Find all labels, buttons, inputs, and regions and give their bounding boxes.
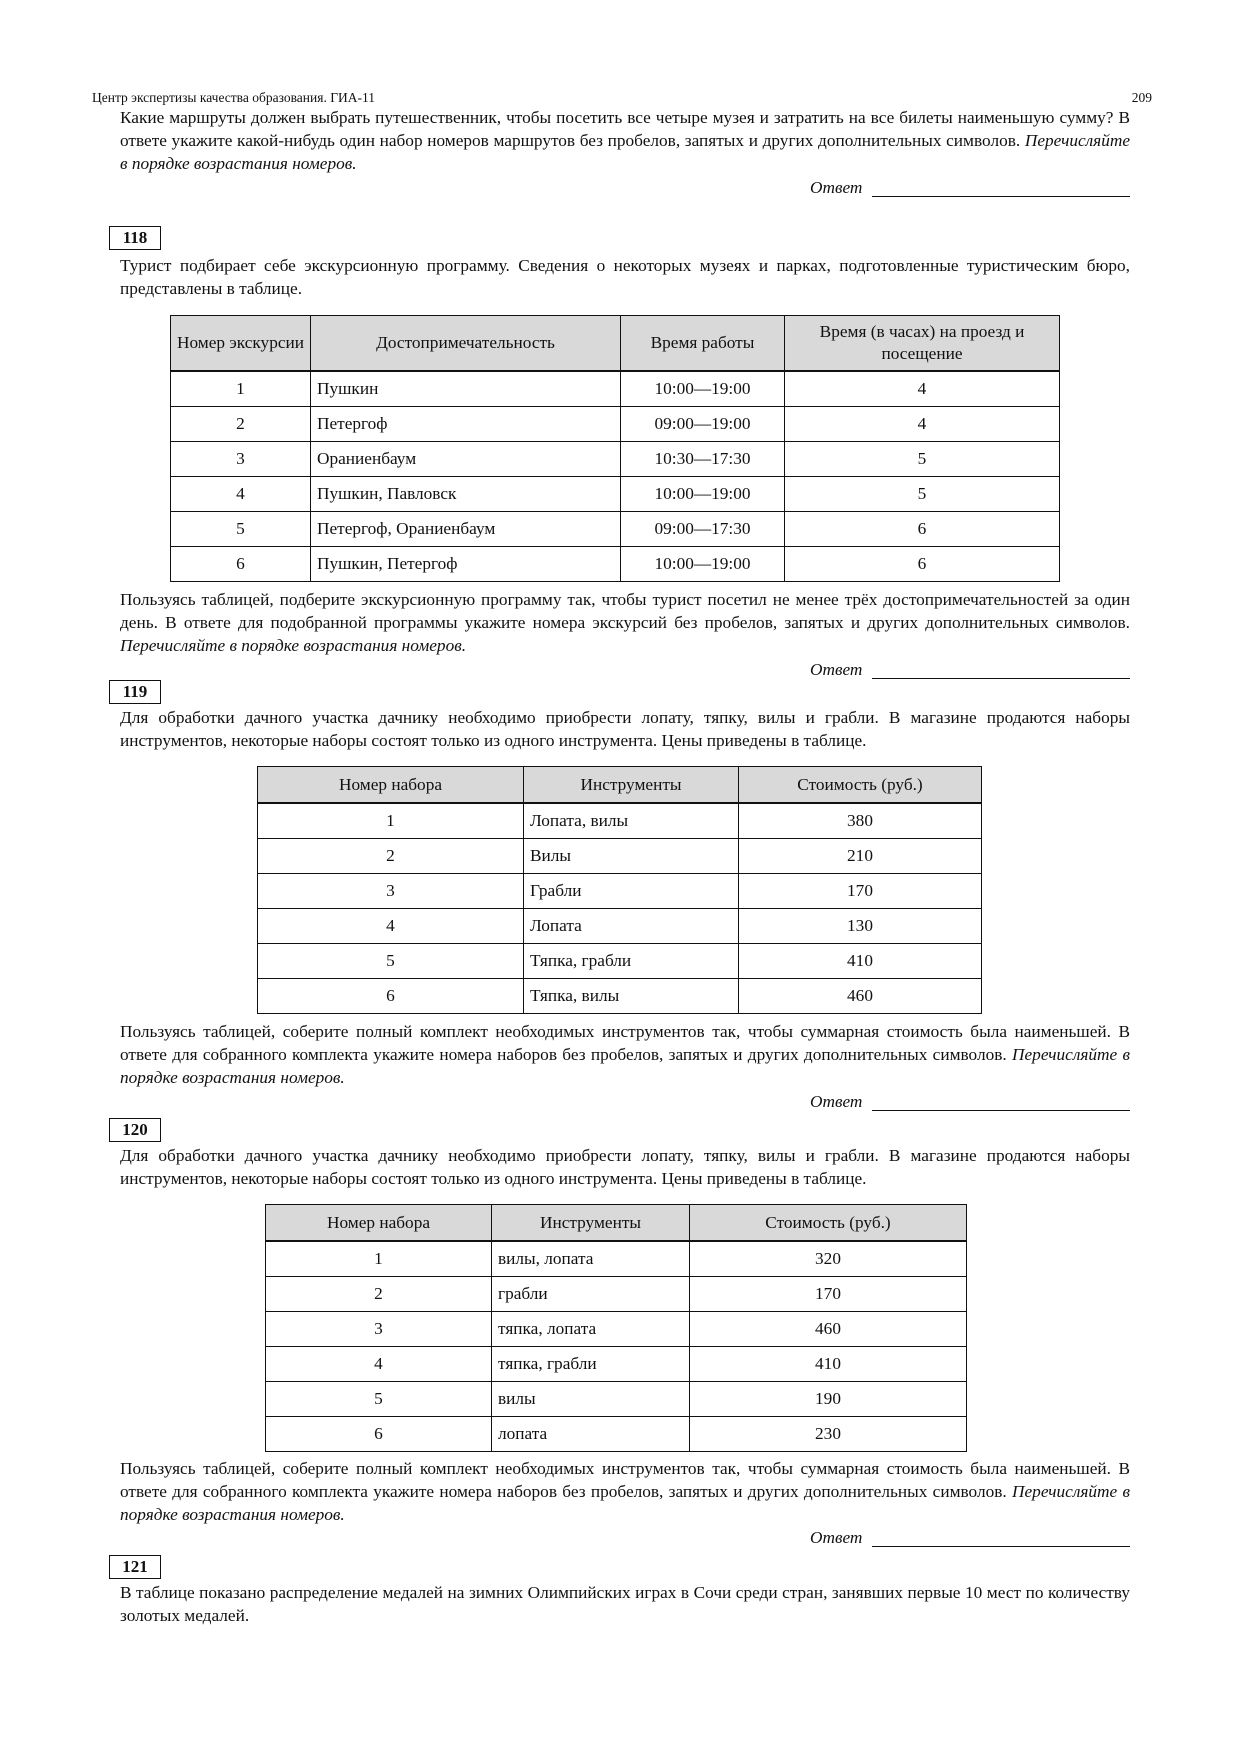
table-cell: 6 (785, 512, 1060, 547)
italic-note: Перечисляйте в порядке возрастания номеров. (120, 636, 467, 655)
table-row (266, 1241, 967, 1277)
table-row (258, 909, 982, 944)
table-cell: Лопата, вилы (524, 803, 739, 839)
table-cell: 170 (739, 874, 982, 909)
table-cell: 320 (690, 1241, 967, 1277)
table-cell: грабли (492, 1277, 690, 1312)
col-header: Инструменты (492, 1205, 690, 1242)
task120-text: Для обработки дачного участка дачнику необходимо приобрести лопату, тяпку, вилы и грабли. В магазине продаются наборы инструментов, некоторые наборы состоят только из одного инструмента. Цены приведены в таблице. (120, 1146, 1130, 1188)
table-cell: 380 (739, 803, 982, 839)
answer-label: Ответ (810, 660, 863, 679)
table-cell: 3 (266, 1312, 492, 1347)
excursion-table (170, 315, 1060, 582)
table-cell: 4 (785, 407, 1060, 442)
table-row (171, 371, 1060, 407)
table-cell: 4 (258, 909, 524, 944)
table-row (258, 874, 982, 909)
table-cell: 5 (785, 442, 1060, 477)
table-cell: Лопата (524, 909, 739, 944)
table-cell: 3 (258, 874, 524, 909)
header-title: Центр экспертизы качества образования. ГИА-11 (92, 90, 375, 105)
task-number-121: 121 (109, 1555, 161, 1579)
question-text: Пользуясь таблицей, соберите полный комплект необходимых инструментов так, чтобы суммарная стоимость была наименьшей. В ответе для собранного комплекта укажите номера наборов без пробелов, запятых и других дополнительных символов. (120, 1022, 1130, 1064)
answer-label: Ответ (810, 178, 863, 197)
task121-text: В таблице показано распределение медалей на зимних Олимпийских играх в Сочи среди стран, занявших первые 10 мест по количеству золотых медалей. (120, 1583, 1130, 1625)
table-cell: 6 (258, 979, 524, 1014)
task118-question (120, 588, 1130, 657)
col-header: Достопримечательность (311, 316, 621, 372)
col-header: Номер набора (266, 1205, 492, 1242)
task118-text: Турист подбирает себе экскурсионную программу. Сведения о некоторых музеях и парках, подготовленные туристическим бюро, представлены в таблице. (120, 256, 1130, 298)
intro-text: Какие маршруты должен выбрать путешественник, чтобы посетить все четыре музея и затратить на все билеты наименьшую сумму? В ответе укажите какой-нибудь один набор номеров маршрутов без пробелов, запятых и других дополнительных символов. (120, 108, 1130, 150)
italic-note: Перечисляйте в порядке возрастания номеров. (120, 1482, 1130, 1524)
col-header: Время работы (621, 316, 785, 372)
table-cell: Пушкин (311, 371, 621, 407)
page-number: 209 (1131, 90, 1152, 105)
table-cell: 09:00—17:30 (621, 512, 785, 547)
table-cell: 6 (171, 547, 311, 582)
table-row (171, 407, 1060, 442)
table-cell: 1 (171, 371, 311, 407)
answer-line (872, 678, 1130, 679)
table-cell: 5 (258, 944, 524, 979)
task119-text: Для обработки дачного участка дачнику необходимо приобрести лопату, тяпку, вилы и грабли. В магазине продаются наборы инструментов, некоторые наборы состоят только из одного инструмента. Цены приведены в таблице. (120, 708, 1130, 750)
task-number-120: 120 (109, 1118, 161, 1142)
answer-line (872, 1110, 1130, 1111)
table-cell: лопата (492, 1417, 690, 1452)
task-number-119: 119 (109, 680, 161, 704)
col-header: Время (в часах) на проезд и посещение (785, 316, 1060, 372)
intro-answer-field[interactable] (810, 176, 1130, 199)
table-cell: 460 (690, 1312, 967, 1347)
table-row (171, 512, 1060, 547)
table-row (258, 944, 982, 979)
col-header: Номер набора (258, 767, 524, 804)
table-cell: 170 (690, 1277, 967, 1312)
table-header-row (171, 316, 1060, 372)
table-cell: Грабли (524, 874, 739, 909)
question-text: Пользуясь таблицей, подберите экскурсионную программу так, чтобы турист посетил не менее трёх достопримечательностей за один день. В ответе для подобранной программы укажите номера экскурсий без пробелов, запятых и других дополнительных символов. (120, 590, 1130, 632)
table-cell: 1 (258, 803, 524, 839)
table-row (266, 1277, 967, 1312)
table-cell: 130 (739, 909, 982, 944)
table-cell: 6 (785, 547, 1060, 582)
answer-label: Ответ (810, 1528, 863, 1547)
table-cell: 1 (266, 1241, 492, 1277)
table-header-row (266, 1205, 967, 1242)
table-cell: Тяпка, вилы (524, 979, 739, 1014)
table-cell: 190 (690, 1382, 967, 1417)
table-cell: вилы (492, 1382, 690, 1417)
table-row (258, 803, 982, 839)
table-cell: Петергоф (311, 407, 621, 442)
table-cell: 4 (785, 371, 1060, 407)
question-text: Пользуясь таблицей, соберите полный комплект необходимых инструментов так, чтобы суммарная стоимость была наименьшей. В ответе для собранного комплекта укажите номера наборов без пробелов, запятых и других дополнительных символов. (120, 1459, 1130, 1501)
task119-answer-field[interactable] (810, 1090, 1130, 1113)
table-row (266, 1347, 967, 1382)
answer-line (872, 1546, 1130, 1547)
table-cell: 210 (739, 839, 982, 874)
table-cell: Вилы (524, 839, 739, 874)
table-row (171, 442, 1060, 477)
task-number-118: 118 (109, 226, 161, 250)
table-cell: Пушкин, Павловск (311, 477, 621, 512)
table-row (171, 547, 1060, 582)
table-cell: 2 (258, 839, 524, 874)
task119-question (120, 1020, 1130, 1089)
table-cell: 410 (690, 1347, 967, 1382)
tools-table-2 (265, 1204, 967, 1452)
answer-label: Ответ (810, 1092, 863, 1111)
task120-question (120, 1457, 1130, 1526)
table-cell: тяпка, грабли (492, 1347, 690, 1382)
italic-note: Перечисляйте в порядке возрастания номеров. (120, 1045, 1130, 1087)
table-cell: 6 (266, 1417, 492, 1452)
intro-italic-note: Перечисляйте в порядке возрастания номеров. (120, 131, 1131, 173)
table-row (266, 1382, 967, 1417)
table-cell: Пушкин, Петергоф (311, 547, 621, 582)
col-header: Стоимость (руб.) (739, 767, 982, 804)
table-cell: 5 (266, 1382, 492, 1417)
table-row (266, 1312, 967, 1347)
answer-line (872, 196, 1130, 197)
table-cell: 09:00—19:00 (621, 407, 785, 442)
table-row (266, 1417, 967, 1452)
table-cell: Тяпка, грабли (524, 944, 739, 979)
table-cell: 410 (739, 944, 982, 979)
table-cell: 3 (171, 442, 311, 477)
intro-paragraph (120, 106, 1130, 175)
table-cell: 460 (739, 979, 982, 1014)
table-cell: 10:00—19:00 (621, 477, 785, 512)
task120-answer-field[interactable] (810, 1526, 1130, 1549)
col-header: Номер экскурсии (171, 316, 311, 372)
col-header: Инструменты (524, 767, 739, 804)
table-cell: 10:00—19:00 (621, 371, 785, 407)
table-header-row (258, 767, 982, 804)
table-cell: Ораниенбаум (311, 442, 621, 477)
table-cell: 2 (266, 1277, 492, 1312)
table-cell: 10:30—17:30 (621, 442, 785, 477)
table-cell: 4 (266, 1347, 492, 1382)
tools-table-1 (257, 766, 982, 1014)
table-cell: 10:00—19:00 (621, 547, 785, 582)
col-header: Стоимость (руб.) (690, 1205, 967, 1242)
table-cell: 2 (171, 407, 311, 442)
table-cell: тяпка, лопата (492, 1312, 690, 1347)
task118-answer-field[interactable] (810, 658, 1130, 681)
table-cell: 230 (690, 1417, 967, 1452)
table-cell: Петергоф, Ораниенбаум (311, 512, 621, 547)
table-cell: 5 (785, 477, 1060, 512)
table-cell: 4 (171, 477, 311, 512)
table-cell: 5 (171, 512, 311, 547)
table-row (171, 477, 1060, 512)
table-row (258, 839, 982, 874)
table-row (258, 979, 982, 1014)
table-cell: вилы, лопата (492, 1241, 690, 1277)
